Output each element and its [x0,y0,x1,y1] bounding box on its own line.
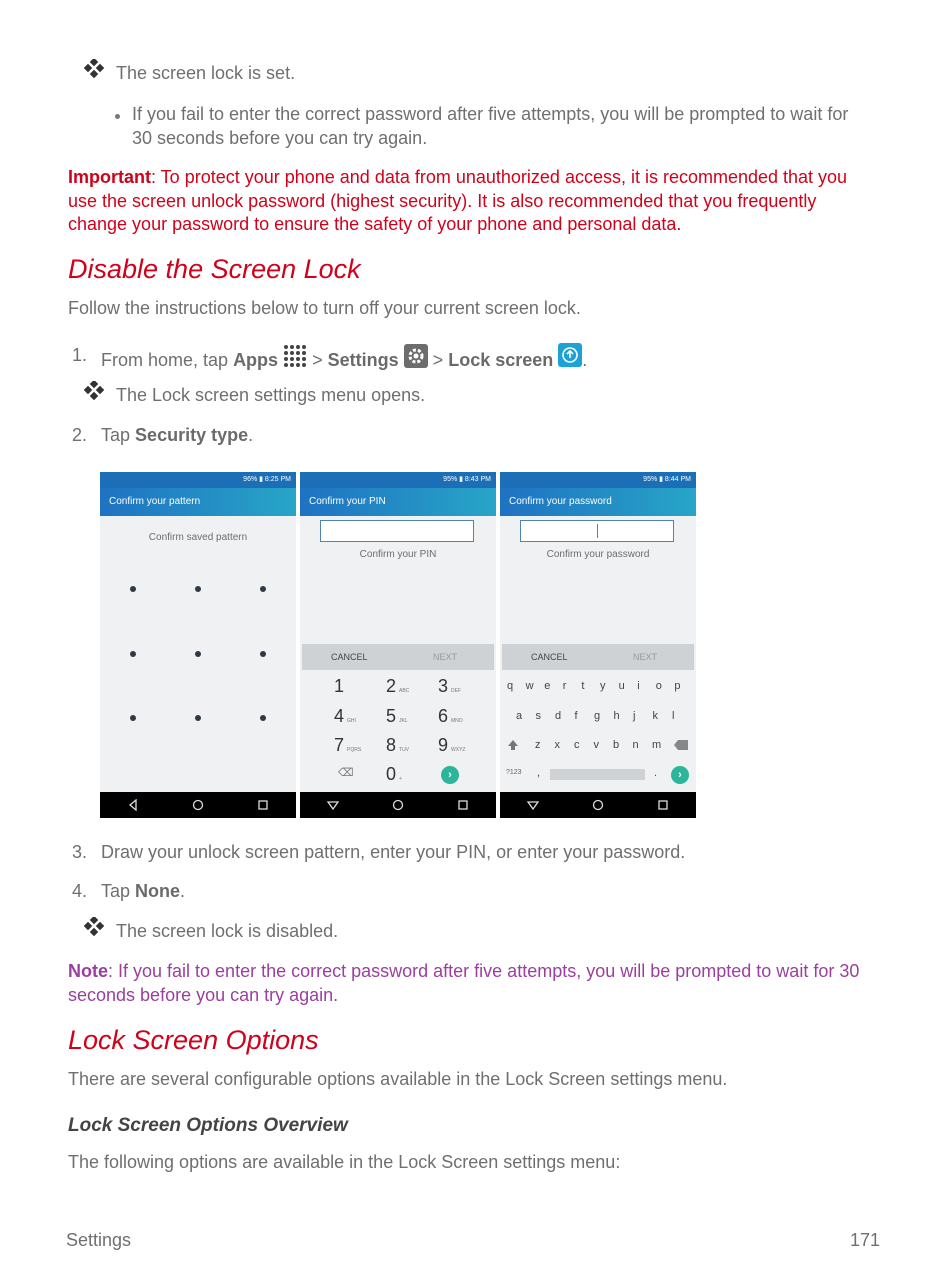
key-2[interactable]: 2 ABC [386,676,410,696]
key-p[interactable]: p [674,680,681,692]
cancel-button[interactable]: CANCEL [331,652,368,662]
password-input[interactable] [520,520,674,542]
key-f[interactable]: f [574,710,578,722]
footer-section: Settings [66,1230,132,1250]
note-label: Note [68,961,108,981]
diamond-bullet-icon [84,381,106,403]
step2-pre: Tap [101,425,131,445]
key-7[interactable]: 7 PQRS [334,735,362,755]
lock-screen-label: Lock screen [448,350,554,370]
key-t[interactable]: t [581,680,585,692]
step2-end: . [248,425,254,445]
step4-result: The screen lock is disabled. [116,921,339,941]
key-k[interactable]: k [652,710,658,722]
section2-sub-intro: The following options are available in the Lock Screen settings menu: [68,1152,621,1172]
important-line2: use the screen unlock password (highest security). It is also recommended that you frequently [68,191,817,211]
diamond-bullet-icon [84,59,106,81]
apps-label: Apps [233,350,279,370]
nav-bar [300,792,496,818]
note-line2: seconds before you can try again. [68,985,339,1005]
period-key[interactable]: . [654,767,658,779]
back-icon[interactable] [127,799,139,811]
nav-bar [100,792,296,818]
pattern-dot[interactable] [130,586,136,592]
home-icon[interactable] [392,799,404,811]
step2-number: 2. [72,425,88,445]
key-w[interactable]: w [525,680,534,692]
key-0[interactable]: 0 + [386,764,402,784]
recents-icon[interactable] [257,799,269,811]
key-s[interactable]: s [535,710,541,722]
status-bar: 96% ▮ 8:25 PM [100,472,296,488]
app-bar-title: Confirm your PIN [300,488,496,516]
comma-key[interactable]: , [537,767,541,779]
fail-note-line2: 30 seconds before you can try again. [132,128,428,148]
section-heading-options: Lock Screen Options [68,1025,319,1055]
app-bar-title: Confirm your pattern [100,488,296,516]
section-heading-disable: Disable the Screen Lock [68,254,361,284]
important-text-1: : To protect your phone and data from unauthorized access, it is recommended that you [151,167,848,187]
backspace-icon[interactable] [674,740,688,750]
key-y[interactable]: y [600,680,606,692]
key-5[interactable]: 5 JKL [386,706,408,726]
key-b[interactable]: b [613,739,620,751]
step1-end: . [582,350,588,370]
key-1[interactable]: 1 [334,676,345,696]
back-icon[interactable] [327,799,339,811]
key-l[interactable]: l [672,710,675,722]
key-j[interactable]: j [633,710,636,722]
key-a[interactable]: a [516,710,523,722]
key-6[interactable]: 6 MNO [438,706,463,726]
password-caption: Confirm your password [546,549,650,560]
step1-result: The Lock screen settings menu opens. [116,385,426,405]
step3-number: 3. [72,842,88,862]
step1-text [101,343,587,372]
key-v[interactable]: v [593,739,599,751]
home-icon[interactable] [592,799,604,811]
screen-lock-set-text: The screen lock is set. [116,63,296,83]
important-line1 [68,165,847,189]
password-screen [500,472,696,818]
key-8[interactable]: 8 TUV [386,735,410,755]
settings-gear-icon [404,344,428,368]
step3-text: Draw your unlock screen pattern, enter your PIN, or enter your password. [101,842,686,862]
key-u[interactable]: u [618,680,625,692]
go-button[interactable]: › [441,766,459,784]
step1-sep1: > [312,350,323,370]
nav-bar [500,792,696,818]
key-r[interactable]: r [562,680,567,692]
key-i[interactable]: i [637,680,640,692]
pattern-screen [100,472,296,818]
pattern-dot[interactable] [195,651,201,657]
key-g[interactable]: g [594,710,601,722]
key-n[interactable]: n [632,739,639,751]
none-label: None [135,881,181,901]
pattern-dot[interactable] [130,715,136,721]
pattern-dot[interactable] [195,586,201,592]
apps-grid-icon [283,344,307,368]
important-label: Important [68,167,151,187]
step4-pre: Tap [101,881,131,901]
important-line3: change your password to ensure the safety of your phone and personal data. [68,214,682,234]
shift-icon[interactable] [507,739,519,751]
pattern-dot[interactable] [260,715,266,721]
key-x[interactable]: x [554,739,560,751]
step4-text [101,879,185,903]
cancel-button[interactable]: CANCEL [531,652,568,662]
diamond-bullet-icon [84,917,106,939]
key-o[interactable]: o [655,680,662,692]
go-button[interactable]: › [671,766,689,784]
pin-button-bar [302,644,494,670]
key-e[interactable]: e [544,680,551,692]
step4-number: 4. [72,881,88,901]
key-h[interactable]: h [613,710,620,722]
key-4[interactable]: 4 GHI [334,706,356,726]
app-bar-title: Confirm your password [500,488,696,516]
key-z[interactable]: z [535,739,541,751]
pattern-dot[interactable] [260,651,266,657]
pattern-caption: Confirm saved pattern [148,532,248,543]
space-bar[interactable] [550,769,645,780]
back-icon[interactable] [527,799,539,811]
section1-intro: Follow the instructions below to turn off your current screen lock. [68,298,581,318]
key-3[interactable]: 3 DEF [438,676,462,696]
recents-icon[interactable] [657,799,669,811]
step1-pre: From home, tap [101,350,229,370]
next-button[interactable]: NEXT [433,652,458,662]
note-line1 [68,959,859,983]
step1-sep2: > [432,350,444,370]
status-bar: 95% ▮ 8:44 PM [500,472,696,488]
pattern-dot[interactable] [260,586,266,592]
key-d[interactable]: d [555,710,562,722]
key-m[interactable]: m [652,739,662,751]
backspace-key[interactable]: ⌫ [338,767,354,779]
lock-screen-icon [558,343,582,367]
next-button[interactable]: NEXT [633,652,658,662]
pin-input[interactable] [320,520,474,542]
recents-icon[interactable] [457,799,469,811]
page-number: 171 [850,1230,881,1250]
round-bullet-icon [115,114,120,119]
key-9[interactable]: 9 WXYZ [438,735,466,755]
key-c[interactable]: c [574,739,580,751]
section2-intro: There are several configurable options available in the Lock Screen settings menu. [68,1069,728,1089]
fail-note-line1: If you fail to enter the correct password after five attempts, you will be prompted to wait for [132,104,849,124]
key-q[interactable]: q [507,680,514,692]
subheading-overview: Lock Screen Options Overview [68,1115,348,1136]
home-icon[interactable] [192,799,204,811]
pin-screen [300,472,496,818]
status-bar: 95% ▮ 8:43 PM [300,472,496,488]
security-type-label: Security type [135,425,249,445]
pattern-dot[interactable] [195,715,201,721]
symbols-key[interactable]: ?123 [506,769,522,776]
step4-end: . [180,881,186,901]
pattern-dot[interactable] [130,651,136,657]
step2-text [101,423,253,447]
pin-caption: Confirm your PIN [359,549,437,560]
settings-label: Settings [327,350,399,370]
note-text-1: : If you fail to enter the correct password after five attempts, you will be prompted to wait for 30 [108,961,860,981]
password-button-bar [502,644,694,670]
step1-number: 1. [72,345,88,365]
